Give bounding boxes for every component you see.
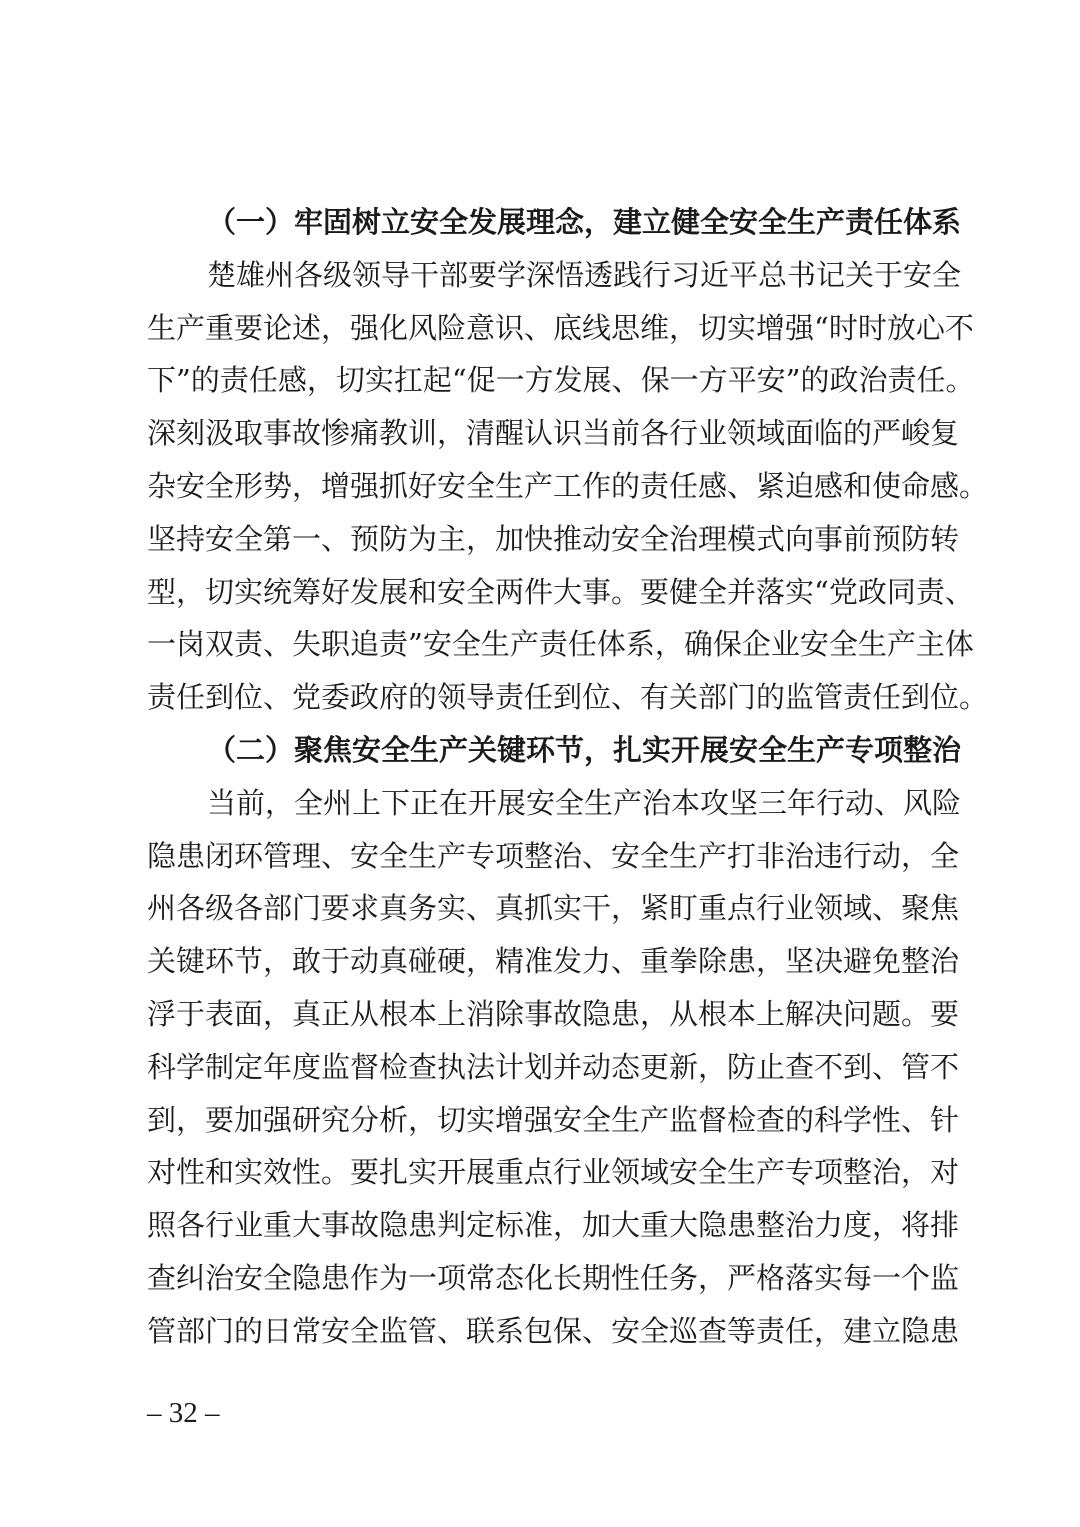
paragraph-line: 杂安全形势，增强抓好安全生产工作的责任感、紧迫感和使命感。: [147, 468, 989, 503]
paragraph-line: 责任到位、党委政府的领导责任到位、有关部门的监管责任到位。: [147, 680, 989, 715]
paragraph-line: 深刻汲取事故惨痛教训，清醒认识当前各行业领域面临的严峻复: [147, 416, 960, 451]
paragraph-line: 浮于表面，真正从根本上消除事故隐患，从根本上解决问题。要: [147, 996, 960, 1031]
paragraph-line: 关键环节，敢于动真碰硬，精准发力、重拳除患，坚决避免整治: [147, 944, 960, 979]
paragraph-line: 隐患闭环管理、安全生产专项整治、安全生产打非治违行动，全: [147, 838, 960, 873]
paragraph-line: 楚雄州各级领导干部要学深悟透践行习近平总书记关于安全: [207, 257, 962, 292]
paragraph-line: 到，要加强研究分析，切实增强安全生产监督检查的科学性、针: [147, 1102, 960, 1137]
paragraph-line: 型，切实统筹好发展和安全两件大事。要健全并落实“党政同责、: [147, 574, 974, 609]
paragraph-line: 一岗双责、失职追责”安全生产责任体系，确保企业安全生产主体: [147, 627, 974, 662]
page-number: – 32 –: [147, 1397, 220, 1429]
paragraph-line: 查纠治安全隐患作为一项常态化长期性任务，严格落实每一个监: [147, 1260, 960, 1295]
paragraph-line: 坚持安全第一、预防为主，加快推动安全治理模式向事前预防转: [147, 521, 960, 556]
paragraph-line: 管部门的日常安全监管、联系包保、安全巡查等责任，建立隐患: [147, 1313, 960, 1348]
paragraph-line: 科学制定年度监督检查执法计划并动态更新，防止查不到、管不: [147, 1049, 960, 1084]
paragraph-line: 对性和实效性。要扎实开展重点行业领域安全生产专项整治，对: [147, 1155, 960, 1190]
paragraph-line: 下”的责任感，切实扛起“促一方发展、保一方平安”的政治责任。: [147, 363, 975, 398]
paragraph-line: 照各行业重大事故隐患判定标准，加大重大隐患整治力度，将排: [147, 1208, 960, 1243]
paragraph-line: 生产重要论述，强化风险意识、底线思维，切实增强“时时放心不: [147, 310, 974, 345]
section-heading-2: （二）聚焦安全生产关键环节，扎实开展安全生产专项整治: [207, 732, 962, 767]
paragraph-line: 当前，全州上下正在开展安全生产治本攻坚三年行动、风险: [207, 785, 962, 820]
body-text: [147, 196, 989, 1358]
section-heading-1: （一）牢固树立安全发展理念，建立健全安全生产责任体系: [207, 205, 962, 239]
paragraph-line: 州各级各部门要求真务实、真抓实干，紧盯重点行业领域、聚焦: [147, 891, 960, 926]
